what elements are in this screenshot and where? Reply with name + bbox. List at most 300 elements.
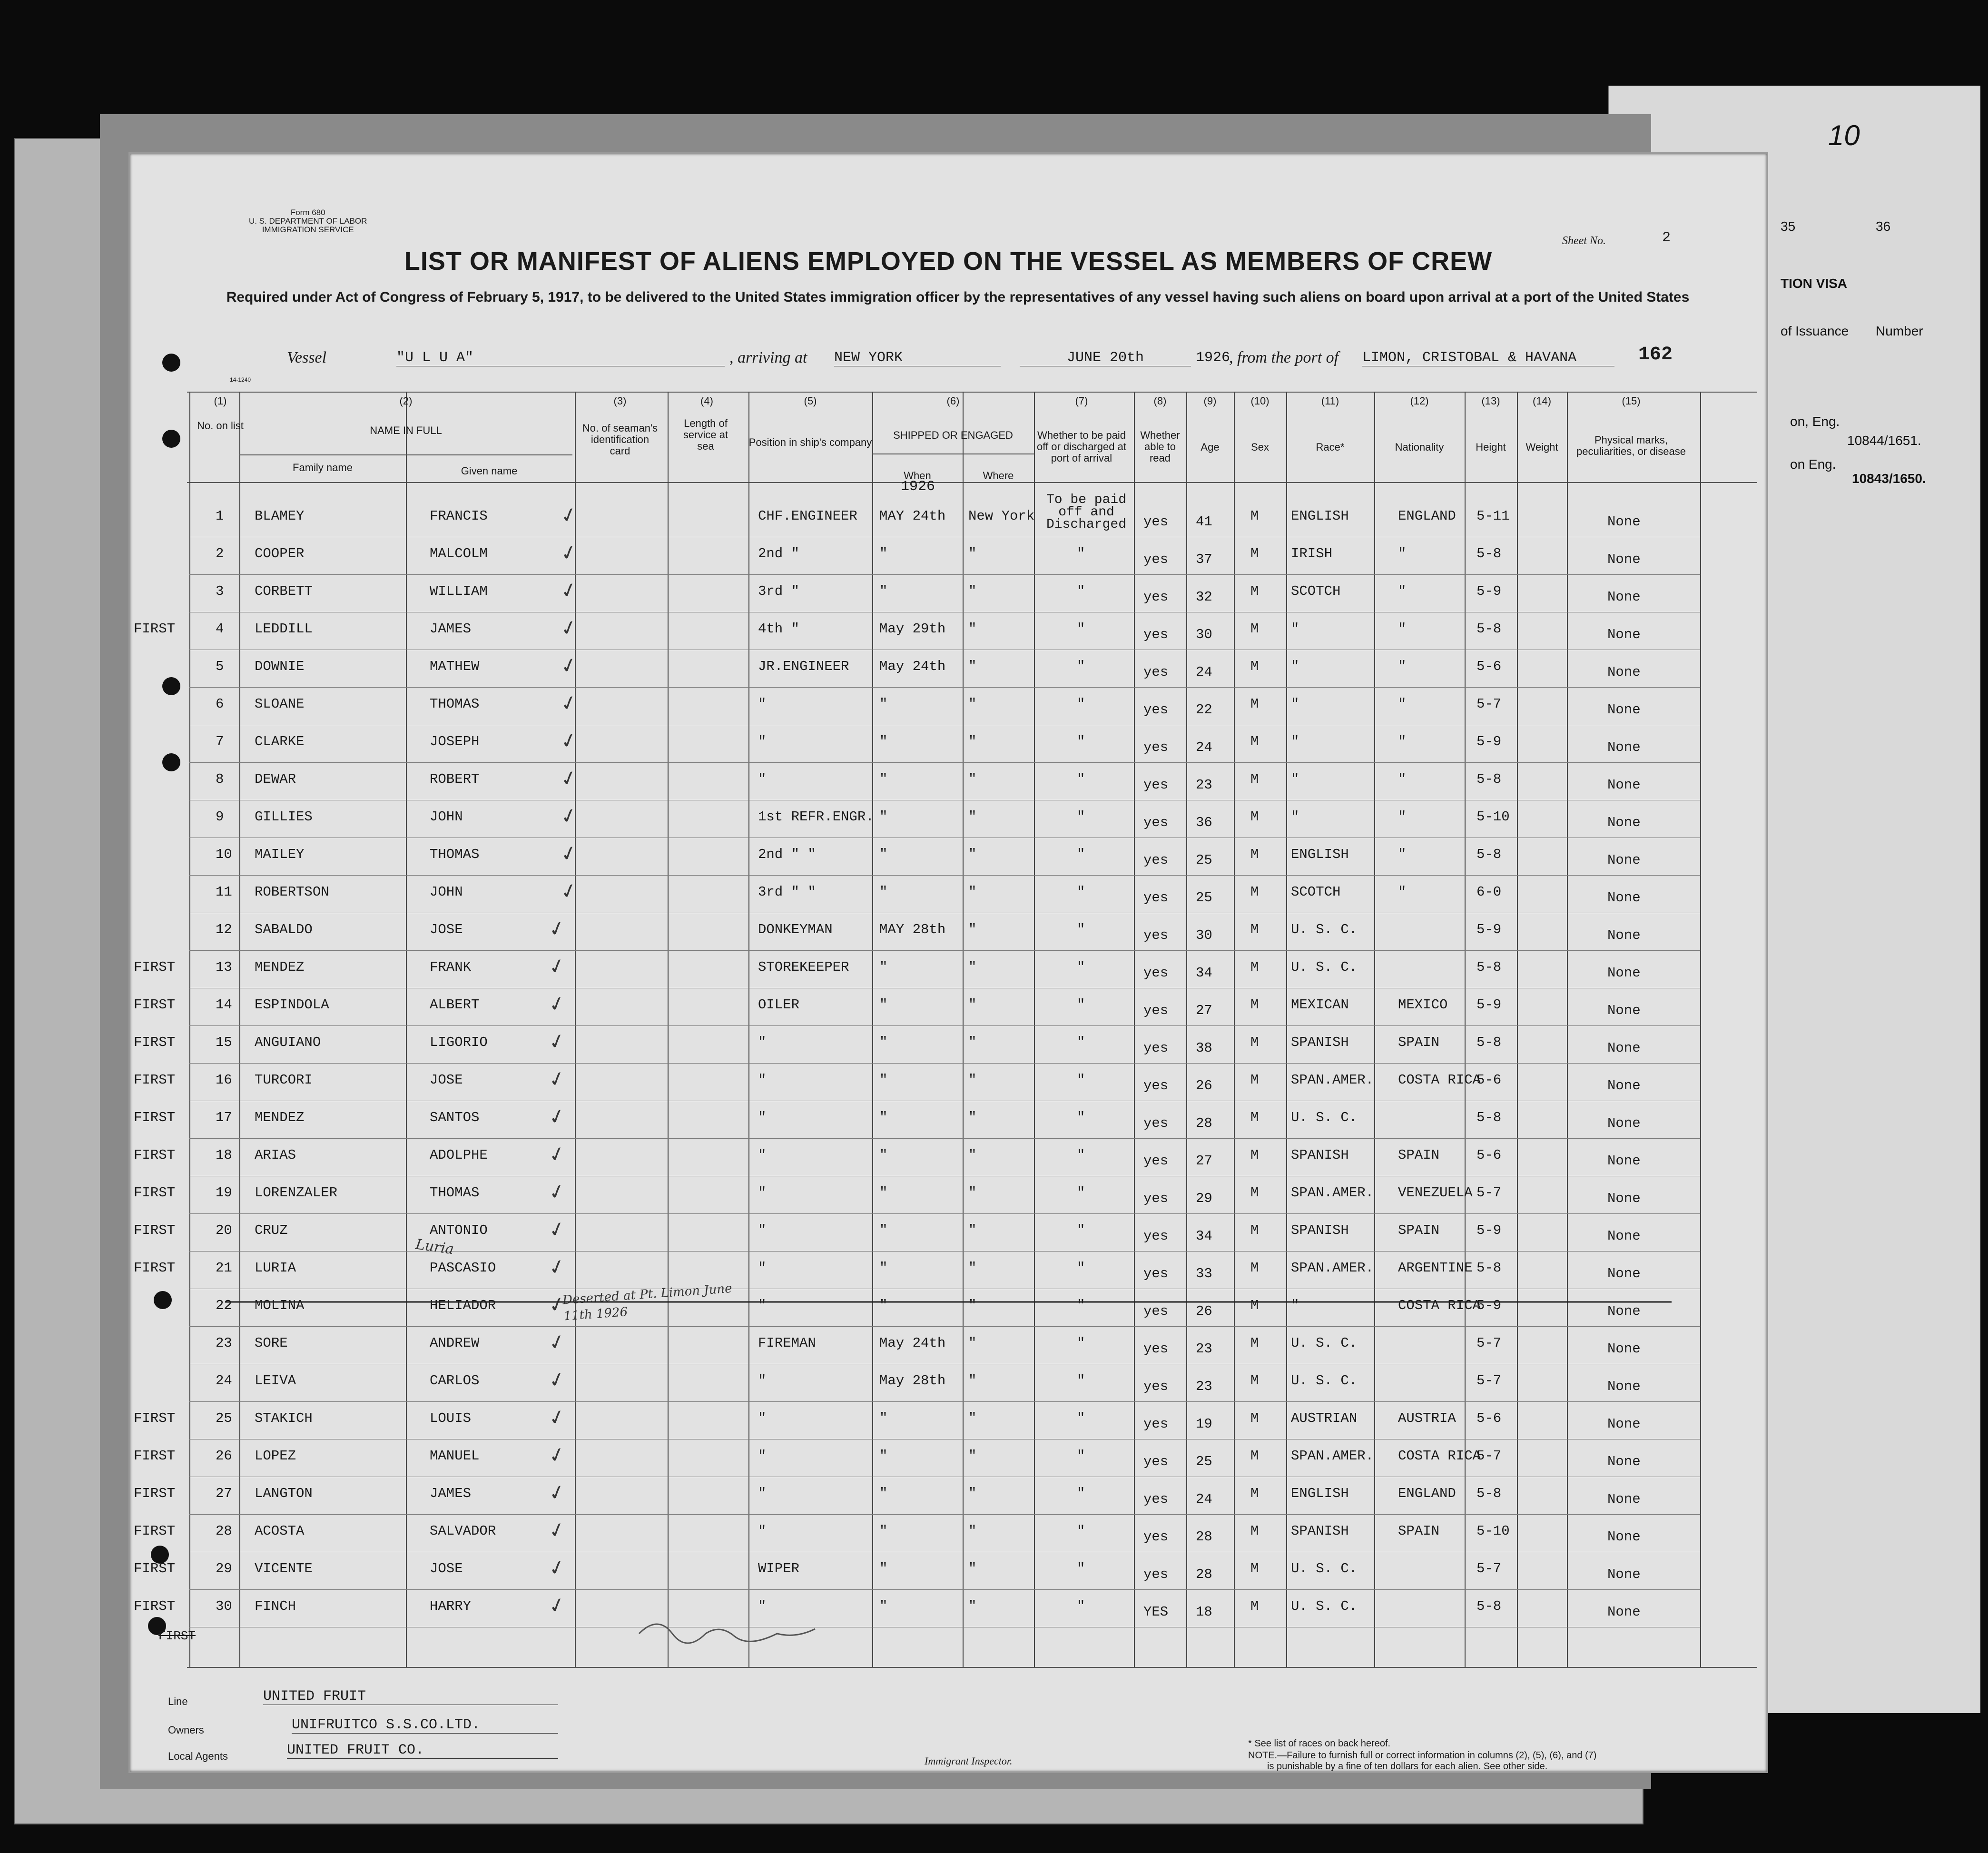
row-when: " (879, 884, 888, 900)
row-physical-marks: None (1607, 890, 1641, 906)
row-age: 23 (1196, 777, 1212, 793)
row-when: May 24th (879, 1335, 946, 1351)
row-paid-off: " (1077, 546, 1085, 562)
row-number: 1 (216, 508, 224, 524)
row-number: 6 (216, 696, 224, 712)
row-sex: M (1250, 508, 1259, 524)
col-header-family-name: Family name (293, 462, 353, 473)
row-position: " (758, 696, 767, 712)
check-mark-icon: ✓ (558, 765, 580, 792)
row-number: 14 (216, 997, 232, 1013)
row-height: 5-11 (1476, 508, 1510, 524)
row-given-name: JAMES (430, 1486, 472, 1501)
row-height: 5-7 (1476, 1373, 1502, 1389)
row-race: SPANISH (1291, 1222, 1349, 1238)
row-nationality: SPAIN (1398, 1147, 1440, 1163)
row-race: " (1291, 1298, 1299, 1313)
row-nationality: " (1398, 659, 1407, 674)
row-able-read: yes (1143, 514, 1169, 530)
row-nationality: COSTA RICA (1398, 1298, 1481, 1313)
row-nationality: COSTA RICA (1398, 1448, 1481, 1464)
check-mark-icon: ✓ (558, 802, 580, 829)
row-height: 5-7 (1476, 1448, 1502, 1464)
row-given-name: JOHN (430, 809, 463, 825)
col-header-shipped: SHIPPED OR ENGAGED (893, 429, 1013, 441)
row-number: 16 (216, 1072, 232, 1088)
row-position: WIPER (758, 1561, 800, 1577)
row-height: 5-8 (1476, 771, 1502, 787)
arrival-year: 1926 (1196, 350, 1230, 366)
check-mark-icon: ✓ (558, 840, 580, 867)
row-paid-off: " (1077, 1448, 1085, 1464)
arriving-port: NEW YORK (834, 350, 1001, 366)
col-header-no-on-list: No. on list (197, 420, 244, 432)
row-number: 29 (216, 1561, 232, 1577)
row-when: " (879, 1072, 888, 1088)
row-age: 25 (1196, 1454, 1212, 1469)
row-number: 8 (216, 771, 224, 787)
row-able-read: yes (1143, 1115, 1169, 1131)
back-corner-number: 10 (1828, 119, 1860, 151)
row-paid-off: " (1077, 884, 1085, 900)
row-number: 3 (216, 583, 224, 599)
col-header-where: Where (983, 470, 1014, 482)
row-family-name: CRUZ (255, 1222, 288, 1238)
col-header-when: When (904, 470, 931, 482)
row-position: 1st REFR.ENGR. (758, 809, 874, 825)
row-number: 23 (216, 1335, 232, 1351)
row-position: " (758, 1486, 767, 1501)
row-able-read: yes (1143, 1228, 1169, 1244)
row-given-name: JOSE (430, 1072, 463, 1088)
row-paid-off: " (1077, 922, 1085, 937)
row-age: 28 (1196, 1567, 1212, 1582)
back-row2-place: on Eng. (1790, 457, 1836, 472)
row-position: FIREMAN (758, 1335, 816, 1351)
row-race: " (1291, 771, 1299, 787)
row-height: 5-8 (1476, 546, 1502, 562)
row-given-name: LIGORIO (430, 1035, 488, 1050)
row-age: 33 (1196, 1266, 1212, 1281)
row-race: U. S. C. (1291, 959, 1358, 975)
row-nationality: ARGENTINE (1398, 1260, 1473, 1276)
row-number: 28 (216, 1523, 232, 1539)
row-age: 23 (1196, 1341, 1212, 1357)
row-sex: M (1250, 1561, 1259, 1577)
row-height: 5-8 (1476, 1598, 1502, 1614)
row-position: CHF.ENGINEER (758, 508, 857, 524)
col-num-4: (4) (700, 395, 713, 407)
col-num-1: (1) (214, 395, 227, 407)
row-family-name: LOPEZ (255, 1448, 296, 1464)
row-able-read: yes (1143, 890, 1169, 906)
row-paid-off: " (1077, 696, 1085, 712)
row-physical-marks: None (1607, 1303, 1641, 1319)
row-physical-marks: None (1607, 852, 1641, 868)
form-code: 14-1240 (230, 376, 251, 383)
row-nationality: COSTA RICA (1398, 1072, 1481, 1088)
row-race: U. S. C. (1291, 1598, 1358, 1614)
col-num-10: (10) (1250, 395, 1270, 407)
row-where: New York (968, 508, 1035, 524)
check-mark-icon: ✓ (558, 877, 580, 905)
row-family-name: LORENZALER (255, 1185, 338, 1201)
bottom-first-mark: FIRST (158, 1629, 196, 1643)
row-paid-off: " (1077, 997, 1085, 1013)
row-able-read: yes (1143, 627, 1169, 642)
row-where: " (968, 997, 977, 1013)
check-mark-icon: ✓ (546, 1517, 568, 1544)
col-header-paid-off: Whether to be paid off or discharged at port of arrival (1037, 429, 1126, 464)
row-nationality: " (1398, 546, 1407, 562)
row-position: " (758, 1448, 767, 1464)
row-given-name: MANUEL (430, 1448, 480, 1464)
row-sex: M (1250, 734, 1259, 749)
back-col-35: 35 (1781, 219, 1796, 234)
row-height: 5-7 (1476, 1185, 1502, 1201)
row-paid-off: " (1077, 1110, 1085, 1125)
row-given-name: FRANCIS (430, 508, 488, 524)
row-able-read: yes (1143, 1191, 1169, 1206)
row-family-name: MENDEZ (255, 1110, 305, 1125)
row-sex: M (1250, 959, 1259, 975)
row-sex: M (1250, 1298, 1259, 1313)
row-race: MEXICAN (1291, 997, 1349, 1013)
row-physical-marks: None (1607, 1153, 1641, 1169)
page-number: 162 (1638, 344, 1673, 365)
vessel-label: Vessel (287, 349, 327, 366)
row-height: 5-8 (1476, 1260, 1502, 1276)
row-age: 32 (1196, 589, 1212, 605)
row-number: 30 (216, 1598, 232, 1614)
row-nationality: " (1398, 621, 1407, 637)
row-given-name: SALVADOR (430, 1523, 496, 1539)
col-num-14: (14) (1532, 395, 1552, 407)
row-nationality: " (1398, 884, 1407, 900)
row-paid-off: " (1077, 1072, 1085, 1088)
check-mark-icon: ✓ (558, 577, 580, 604)
row-given-name: HELIADOR (430, 1298, 496, 1313)
col-num-2: (2) (399, 395, 413, 407)
check-mark-icon: ✓ (546, 1404, 568, 1431)
col-header-sex: Sex (1251, 441, 1269, 453)
row-family-name: MENDEZ (255, 959, 305, 975)
row-paid-off: " (1077, 583, 1085, 599)
row-family-name: ESPINDOLA (255, 997, 329, 1013)
row-given-name: ADOLPHE (430, 1147, 488, 1163)
row-paid-off: " (1077, 1185, 1085, 1201)
row-paid-off: " (1077, 1523, 1085, 1539)
row-paid-off: " (1077, 1147, 1085, 1163)
row-race: SPANISH (1291, 1523, 1349, 1539)
check-mark-icon: ✓ (546, 1554, 568, 1581)
row-position: " (758, 1185, 767, 1201)
row-sex: M (1250, 621, 1259, 637)
row-given-name: ANTONIO (430, 1222, 488, 1238)
row-height: 5-8 (1476, 847, 1502, 862)
row-where: " (968, 1260, 977, 1276)
back-col-36: 36 (1876, 219, 1891, 234)
row-family-name: TURCORI (255, 1072, 313, 1088)
row-able-read: YES (1143, 1604, 1169, 1620)
row-position: " (758, 1147, 767, 1163)
row-where: " (968, 847, 977, 862)
row-family-name: SABALDO (255, 922, 313, 937)
row-number: 19 (216, 1185, 232, 1201)
row-able-read: yes (1143, 1153, 1169, 1169)
row-race: U. S. C. (1291, 1561, 1358, 1577)
row-first-mark: FIRST (134, 997, 176, 1013)
row-sex: M (1250, 922, 1259, 937)
row-sex: M (1250, 546, 1259, 562)
row-number: 5 (216, 659, 224, 674)
owners-label: Owners (168, 1724, 204, 1736)
row-first-mark: FIRST (134, 1410, 176, 1426)
row-nationality: AUSTRIA (1398, 1410, 1456, 1426)
row-race: ENGLISH (1291, 1486, 1349, 1501)
row-given-name: JOSE (430, 922, 463, 937)
row-family-name: LANGTON (255, 1486, 313, 1501)
row-position: " (758, 771, 767, 787)
vessel-name: "U L U A" (396, 350, 725, 366)
row-physical-marks: None (1607, 927, 1641, 943)
row-sex: M (1250, 1110, 1259, 1125)
row-height: 5-9 (1476, 1222, 1502, 1238)
col-num-6: (6) (946, 395, 960, 407)
row-sex: M (1250, 1222, 1259, 1238)
row-family-name: CLARKE (255, 734, 305, 749)
row-nationality: " (1398, 771, 1407, 787)
form-number: Form 680 (290, 208, 325, 217)
row-height: 5-8 (1476, 621, 1502, 637)
row-height: 5-8 (1476, 959, 1502, 975)
row-age: 18 (1196, 1604, 1212, 1620)
row-race: " (1291, 696, 1299, 712)
col-num-11: (11) (1321, 395, 1339, 407)
row-when: " (879, 1260, 888, 1276)
row-height: 5-6 (1476, 659, 1502, 674)
row-physical-marks: None (1607, 514, 1641, 530)
row-nationality: " (1398, 583, 1407, 599)
row-physical-marks: None (1607, 1115, 1641, 1131)
row-race: AUSTRIAN (1291, 1410, 1358, 1426)
row-first-mark: FIRST (134, 1110, 176, 1125)
inspector-signature (639, 1624, 815, 1643)
row-sex: M (1250, 1448, 1259, 1464)
row-where: " (968, 1410, 977, 1426)
col-header-length-service: Length of service at sea (683, 417, 728, 452)
check-mark-icon: ✓ (546, 990, 568, 1017)
col-header-nationality: Nationality (1395, 441, 1444, 453)
row-able-read: yes (1143, 1078, 1169, 1094)
row-nationality: " (1398, 847, 1407, 862)
row-first-mark: FIRST (134, 1035, 176, 1050)
col-num-13: (13) (1481, 395, 1500, 407)
row-physical-marks: None (1607, 1529, 1641, 1545)
row-position: 2nd " " (758, 847, 816, 862)
row-able-read: yes (1143, 927, 1169, 943)
row-sex: M (1250, 1035, 1259, 1050)
row-race: IRISH (1291, 546, 1333, 562)
col-num-5: (5) (804, 395, 817, 407)
row-paid-off: " (1077, 771, 1085, 787)
row-where: " (968, 621, 977, 637)
row-physical-marks: None (1607, 1003, 1641, 1018)
col-header-height: Height (1476, 441, 1506, 453)
row-when: " (879, 771, 888, 787)
row-physical-marks: None (1607, 1567, 1641, 1582)
col-header-age: Age (1201, 441, 1220, 453)
row-able-read: yes (1143, 777, 1169, 793)
row-sex: M (1250, 847, 1259, 862)
row-where: " (968, 1185, 977, 1201)
row-given-name: FRANK (430, 959, 472, 975)
row-paid-off: " (1077, 621, 1085, 637)
from-port: LIMON, CRISTOBAL & HAVANA (1362, 350, 1614, 366)
col-num-7: (7) (1075, 395, 1088, 407)
row-when: " (879, 1598, 888, 1614)
row-nationality: " (1398, 696, 1407, 712)
row-race: U. S. C. (1291, 1335, 1358, 1351)
col-header-when-year: 1926 (901, 479, 935, 495)
row-when: " (879, 583, 888, 599)
row-number: 12 (216, 922, 232, 937)
row-sex: M (1250, 1335, 1259, 1351)
check-mark-icon: ✓ (546, 915, 568, 942)
row-family-name: FINCH (255, 1598, 296, 1614)
row-number: 9 (216, 809, 224, 825)
row-given-name: ANDREW (430, 1335, 480, 1351)
row-where: " (968, 884, 977, 900)
row-when: May 29th (879, 621, 946, 637)
row-age: 37 (1196, 552, 1212, 567)
row-height: 5-6 (1476, 1147, 1502, 1163)
row-age: 27 (1196, 1153, 1212, 1169)
row-age: 26 (1196, 1078, 1212, 1094)
row-where: " (968, 1110, 977, 1125)
row-physical-marks: None (1607, 1191, 1641, 1206)
row-physical-marks: None (1607, 777, 1641, 793)
col-header-race: Race* (1316, 441, 1345, 453)
row-when: MAY 24th (879, 508, 946, 524)
check-mark-icon: ✓ (558, 727, 580, 754)
row-age: 41 (1196, 514, 1212, 530)
row-number: 25 (216, 1410, 232, 1426)
row-physical-marks: None (1607, 1416, 1641, 1432)
row-where: " (968, 771, 977, 787)
row-first-mark: FIRST (134, 1486, 176, 1501)
row-physical-marks: None (1607, 1379, 1641, 1394)
row-family-name: MOLINA (255, 1298, 305, 1313)
row-sex: M (1250, 1185, 1259, 1201)
row-position: 3rd " " (758, 884, 816, 900)
row-when: May 24th (879, 659, 946, 674)
row-sex: M (1250, 809, 1259, 825)
col-header-id-card: No. of seaman's identification card (582, 422, 658, 457)
row-height: 5-9 (1476, 997, 1502, 1013)
row-family-name: DOWNIE (255, 659, 305, 674)
row-age: 23 (1196, 1379, 1212, 1394)
row-where: " (968, 1448, 977, 1464)
row-paid-off: " (1077, 809, 1085, 825)
row-family-name: SLOANE (255, 696, 305, 712)
row-position: " (758, 1072, 767, 1088)
row-family-name: ROBERTSON (255, 884, 329, 900)
row-physical-marks: None (1607, 1491, 1641, 1507)
row-race: U. S. C. (1291, 1373, 1358, 1389)
check-mark-icon: ✓ (546, 1366, 568, 1393)
row-physical-marks: None (1607, 1266, 1641, 1281)
row-position: " (758, 1410, 767, 1426)
row-when: May 28th (879, 1373, 946, 1389)
row-family-name: LEDDILL (255, 621, 313, 637)
row-nationality: SPAIN (1398, 1222, 1440, 1238)
row-family-name: CORBETT (255, 583, 313, 599)
row-where: " (968, 959, 977, 975)
row-nationality: MEXICO (1398, 997, 1448, 1013)
row-family-name: ARIAS (255, 1147, 296, 1163)
row-where: " (968, 1222, 977, 1238)
deserted-note: Deserted at Pt. Limon June 11th 1926 (562, 1281, 733, 1324)
row-able-read: yes (1143, 1567, 1169, 1582)
row-first-mark: FIRST (134, 959, 176, 975)
row-physical-marks: None (1607, 1078, 1641, 1094)
check-mark-icon: ✓ (558, 614, 580, 641)
row-when: " (879, 1110, 888, 1125)
row-nationality: SPAIN (1398, 1523, 1440, 1539)
row-sex: M (1250, 1072, 1259, 1088)
row-able-read: yes (1143, 1454, 1169, 1469)
row-when: " (879, 1486, 888, 1501)
row-first-mark: FIRST (134, 1598, 176, 1614)
col-header-position: Position in ship's company (748, 436, 872, 448)
row-when: " (879, 997, 888, 1013)
row-when: " (879, 1561, 888, 1577)
row-number: 22 (216, 1298, 232, 1313)
row-when: MAY 28th (879, 922, 946, 937)
row-sex: M (1250, 1373, 1259, 1389)
row-first-mark: FIRST (134, 1147, 176, 1163)
row-position: " (758, 1035, 767, 1050)
col-num-9: (9) (1203, 395, 1217, 407)
row-number: 18 (216, 1147, 232, 1163)
row-sex: M (1250, 1260, 1259, 1276)
row-first-mark: FIRST (134, 1185, 176, 1201)
col-num-8: (8) (1153, 395, 1167, 407)
department-name: U. S. DEPARTMENT OF LABOR (249, 217, 367, 226)
row-position: OILER (758, 997, 800, 1013)
row-able-read: yes (1143, 1529, 1169, 1545)
row-family-name: VICENTE (255, 1561, 313, 1577)
row-sex: M (1250, 1598, 1259, 1614)
row-where: " (968, 546, 977, 562)
col-num-12: (12) (1410, 395, 1429, 407)
row-where: " (968, 583, 977, 599)
row-number: 21 (216, 1260, 232, 1276)
note-fine-2: is punishable by a fine of ten dollars for each alien. See other side. (1267, 1761, 1548, 1772)
row-where: " (968, 1035, 977, 1050)
strikeout-lines (130, 154, 1767, 1772)
row-sex: M (1250, 1410, 1259, 1426)
row-when: " (879, 809, 888, 825)
check-mark-icon: ✓ (546, 1329, 568, 1356)
check-mark-icon: ✓ (558, 652, 580, 679)
row-age: 29 (1196, 1191, 1212, 1206)
row-physical-marks: None (1607, 965, 1641, 981)
row-age: 28 (1196, 1115, 1212, 1131)
col-header-name-in-full: NAME IN FULL (370, 424, 442, 436)
row-given-name: MATHEW (430, 659, 480, 674)
